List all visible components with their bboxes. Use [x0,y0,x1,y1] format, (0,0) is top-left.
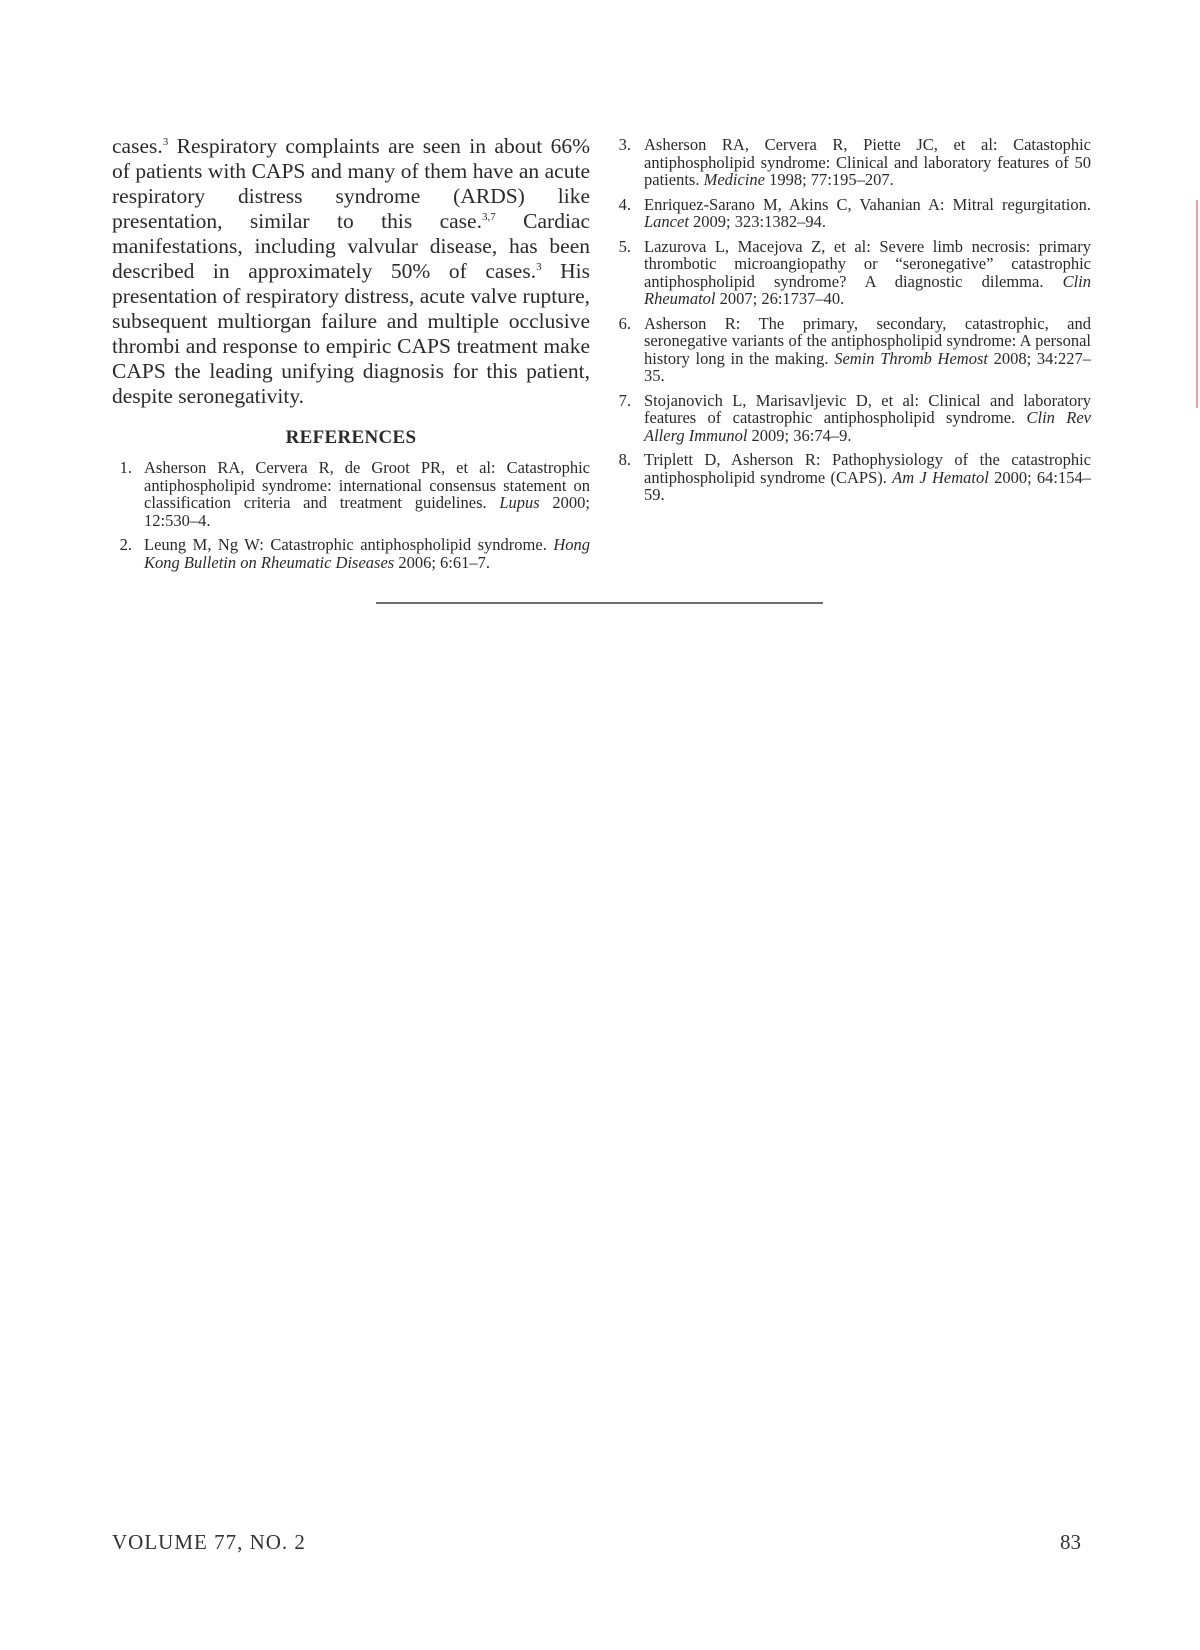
reference-number: 7. [618,390,631,410]
body-text-segment: cases. [112,134,163,158]
reference-citation: 2009; 323:1382–94. [688,212,826,231]
reference-journal: Lupus [499,493,540,512]
reference-citation: 2000; 12:530–4. [144,493,590,530]
body-text-segment: His presentation of respiratory distress, acute valve rupture, subsequent multiorgan failure and multiple occlusive thrombi and response to empiric CAPS treatment make CAPS the leading unifying diagnosis for this patient, despite seronegativity. [112,259,590,408]
reference-number: 8. [618,450,631,469]
reference-number: 1. [119,458,132,477]
page-edge-mark [1196,200,1198,408]
reference-list-right [613,136,1091,504]
right-column [613,136,1091,511]
reference-item [613,315,1091,385]
reference-number: 3. [618,135,631,154]
reference-journal: Am J Hematol [892,467,989,487]
reference-item [613,392,1091,445]
reference-item [112,536,590,571]
references-heading: REFERENCES [285,427,417,448]
reference-journal: Lancet [644,212,689,231]
reference-item [613,238,1091,308]
reference-item [112,459,590,529]
reference-citation: 1998; 77:195–207. [764,170,894,189]
reference-text: Enriquez-Sarano M, Akins C, Vahanian A: Mitral regurgitation. [644,194,1091,214]
reference-journal: Hong Kong Bulletin on Rheumatic Diseases [144,535,590,572]
reference-item [613,136,1091,189]
page-number: 83 [1060,1530,1081,1554]
body-text-segment: Cardiac manifestations, including valvular disease, has been described in approximately 50% of cases. [112,209,590,283]
reference-list-left [112,459,590,571]
reference-number: 5. [618,236,631,256]
reference-text: Lazurova L, Macejova Z, et al: Severe limb necrosis: primary thrombotic microangiopathy or “seronegative” catastrophic antiphospholipid syndrome? A diagnostic dilemma. [644,236,1091,291]
reference-citation: 2000; 64:154–59. [644,467,1091,504]
reference-journal: Medicine [703,170,765,189]
reference-text: Stojanovich L, Marisavljevic D, et al: Clinical and laboratory features of catastrophic antiphospholipid syndrome. [644,390,1091,427]
reference-text: Leung M, Ng W: Catastrophic antiphospholipid syndrome. [144,535,554,554]
reference-journal: Semin Thromb Hemost [834,348,988,368]
reference-citation: 2009; 36:74–9. [747,425,852,445]
footer-volume: VOLUME 77, NO. 2 [112,1530,306,1554]
reference-citation: 2006; 6:61–7. [394,552,491,572]
left-column [112,134,590,578]
body-paragraph [112,134,590,409]
reference-journal: Clin Rev Allerg Immunol [644,408,1091,445]
citation-superscript: 3,7 [481,211,496,223]
citation-superscript: 3 [536,261,542,273]
body-text-segment: Respiratory complaints are seen in about 66% of patients with CAPS and many of them have an acute respiratory distress syndrome (ARDS) like presentation, similar to this case. [112,134,590,233]
reference-text: Asherson RA, Cervera R, Piette JC, et al: Catastophic antiphospholipid syndrome: Clinical and laboratory features of 50 patients. [644,135,1091,189]
section-divider [376,602,823,604]
reference-number: 2. [119,535,132,554]
citation-superscript: 3 [162,136,169,148]
reference-text: Triplett D, Asherson R: Pathophysiology of the catastrophic antiphospholipid syndrome (CAPS). [644,450,1091,487]
reference-citation: 2007; 26:1737–40. [715,289,845,308]
reference-number: 4. [618,194,631,214]
reference-journal: Clin Rheumatol [644,271,1091,308]
reference-item [613,196,1091,231]
reference-number: 6. [618,313,631,333]
reference-text: Asherson RA, Cervera R, de Groot PR, et al: Catastrophic antiphospholipid syndrome: international consensus statement on classification criteria and treatment guidelines. [144,458,590,512]
reference-item [613,451,1091,504]
reference-text: Asherson R: The primary, secondary, catastrophic, and seronegative variants of the antiphospholipid syndrome: A personal history long in the making. [644,313,1091,368]
reference-citation: 2008; 34:227–35. [644,348,1092,385]
